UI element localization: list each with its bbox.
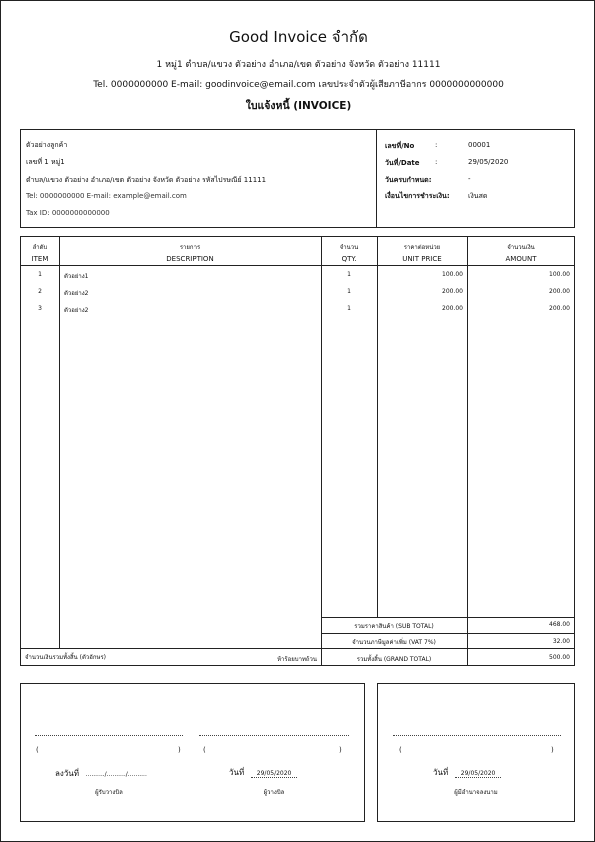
table-row: [21, 271, 574, 285]
biller-role: ผู้วางบิล: [263, 789, 285, 796]
auth-date-value: 29/05/2020: [455, 770, 502, 778]
divider: [376, 130, 377, 227]
customer-contact: Tel: 0000000000 E-mail: example@email.com: [26, 192, 187, 200]
customer-name: ตัวอย่างลูกค้า: [26, 141, 68, 149]
customer-address-line2: ตำบล/แขวง ตัวอย่าง อำเภอ/เขต ตัวอย่าง จังหวัด ตัวอย่าง รหัสไปรษณีย์ 11111: [26, 176, 267, 184]
grand-total-label: รวมทั้งสิ้น (GRAND TOTAL): [356, 656, 432, 663]
payment-terms-label: เงื่อนไขการชำระเงิน:: [385, 192, 450, 200]
subtotal-label: รวมราคาสินค้า (SUB TOTAL): [354, 623, 434, 630]
receiver-paren-open: (: [36, 746, 39, 754]
subtotal-value: 468.00: [549, 621, 570, 628]
row-amount: 200.00: [549, 305, 570, 312]
header-description: รายการ DESCRIPTION: [166, 244, 214, 263]
row-item: 1: [38, 271, 42, 278]
auth-date: [433, 766, 501, 779]
receiver-date: [55, 767, 147, 780]
row-qty: 1: [347, 288, 351, 295]
row-item: 3: [38, 305, 42, 312]
authorized-role: ผู้มีอำนาจลงนาม: [454, 789, 498, 796]
auth-paren-close: ): [551, 746, 554, 754]
receiver-role: ผู้รับวางบิล: [95, 789, 123, 796]
auth-paren-open: (: [399, 746, 402, 754]
signature-box-left: [20, 683, 365, 822]
company-contact: Tel. 0000000000 E-mail: goodinvoice@email.com เลขประจำตัวผู้เสียภาษีอากร 0000000000000: [93, 80, 504, 90]
customer-info-box: [20, 129, 575, 228]
table-row: [21, 305, 574, 319]
receiver-paren-close: ): [178, 746, 181, 754]
vat-label: จำนวนภาษีมูลค่าเพิ่ม (VAT 7%): [352, 639, 436, 646]
totals-divider: [321, 633, 574, 634]
row-amount: 100.00: [549, 271, 570, 278]
receiver-date-value: ........../........../..........: [85, 771, 147, 778]
row-qty: 1: [347, 271, 351, 278]
document-title: ใบแจ้งหนี้ (INVOICE): [245, 100, 352, 112]
header-item: ลำดับ ITEM: [31, 244, 49, 263]
row-item: 2: [38, 288, 42, 295]
receiver-signature-line: [35, 735, 183, 736]
authorized-signature-line: [393, 735, 561, 736]
invoice-date-label: วันที่/Date: [385, 159, 420, 167]
auth-date-label: วันที่: [433, 768, 449, 777]
amount-in-words-value: ห้าร้อยบาทถ้วน: [277, 656, 317, 663]
biller-date: [229, 766, 297, 779]
invoice-no-value: 00001: [468, 141, 491, 149]
row-description: ตัวอย่าง2: [64, 307, 89, 314]
totals-divider: [321, 617, 574, 618]
row-qty: 1: [347, 305, 351, 312]
row-description: ตัวอย่าง2: [64, 290, 89, 297]
receiver-date-label: ลงวันที่: [55, 769, 80, 778]
header-divider: [21, 265, 574, 266]
biller-paren-open: (: [203, 746, 206, 754]
biller-date-label: วันที่: [229, 768, 245, 777]
customer-tax-id: Tax ID: 0000000000000: [26, 209, 110, 217]
row-unit-price: 200.00: [442, 288, 463, 295]
signature-box-right: [377, 683, 575, 822]
biller-signature-line: [199, 735, 349, 736]
header-amount: จำนวนเงิน AMOUNT: [505, 244, 537, 263]
table-row: [21, 288, 574, 302]
company-address: 1 หมู่1 ตำบล/แขวง ตัวอย่าง อำเภอ/เขต ตัวอย่าง จังหวัด ตัวอย่าง 11111: [156, 60, 441, 70]
invoice-no-colon: :: [435, 141, 438, 149]
payment-terms-value: เงินสด: [468, 192, 488, 200]
due-date-label: วันครบกำหนด:: [385, 176, 432, 184]
vat-value: 32.00: [552, 638, 570, 645]
header-qty: จำนวน QTY.: [339, 244, 359, 263]
invoice-no-label: เลขที่/No: [385, 142, 415, 150]
biller-paren-close: ): [339, 746, 342, 754]
due-date-value: -: [468, 175, 471, 183]
header-unit-price: ราคาต่อหน่วย UNIT PRICE: [402, 244, 442, 263]
company-name: Good Invoice จำกัด: [229, 28, 368, 46]
grand-total-value: 500.00: [549, 654, 570, 661]
row-description: ตัวอย่าง1: [64, 273, 89, 280]
biller-date-value: 29/05/2020: [251, 770, 298, 778]
invoice-date-value: 29/05/2020: [468, 158, 509, 166]
row-unit-price: 200.00: [442, 305, 463, 312]
totals-divider: [21, 648, 574, 649]
row-unit-price: 100.00: [442, 271, 463, 278]
items-table: [20, 236, 575, 666]
customer-address-line1: เลขที่ 1 หมู่1: [26, 158, 65, 166]
row-amount: 200.00: [549, 288, 570, 295]
invoice-date-colon: :: [435, 158, 438, 166]
amount-in-words-label: จำนวนเงินรวมทั้งสิ้น (ตัวอักษร): [25, 654, 107, 661]
